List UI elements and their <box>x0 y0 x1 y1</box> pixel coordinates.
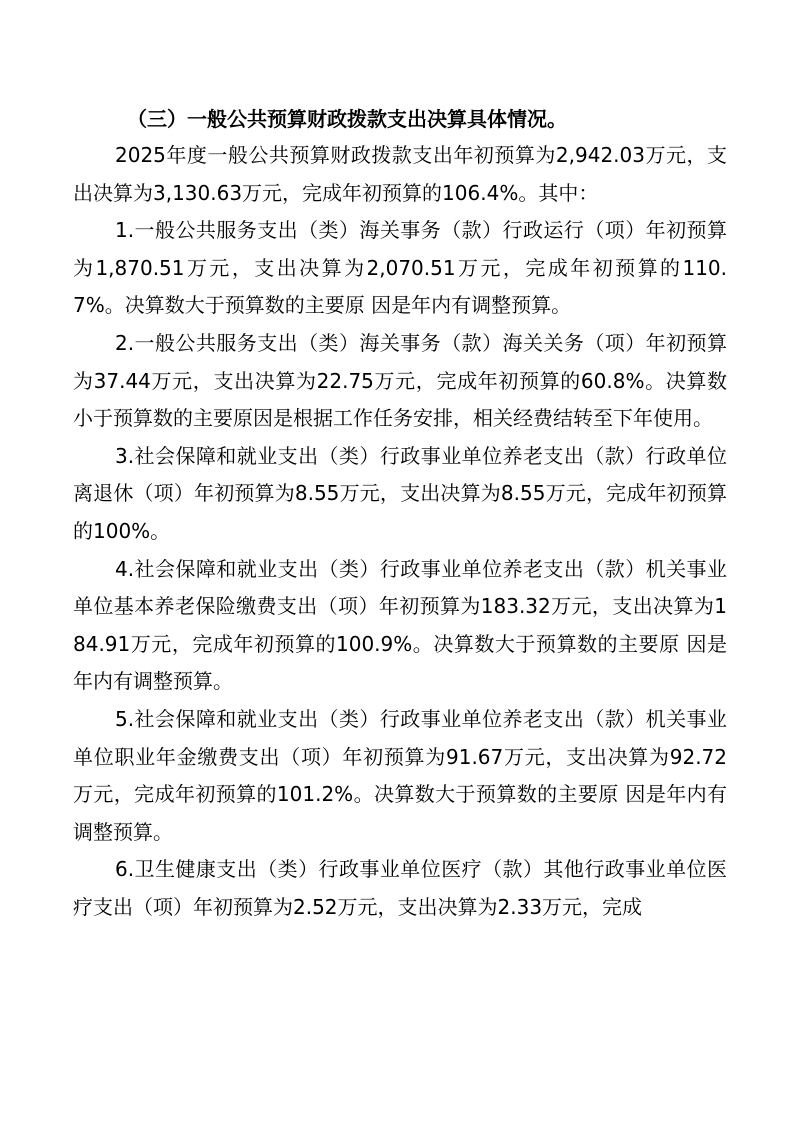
section-heading: （三）一般公共预算财政拨款支出决算具体情况。 <box>127 107 567 131</box>
paragraph-item-1: 1.一般公共服务支出（类）海关事务（款）行政运行（项）年初预算为1,870.51万元，支出决算为2,070.51万元，完成年初预算的110.7%。决算数大于预算数的主要原 因是年内有调整预算。 <box>73 218 727 318</box>
paragraph-item-4: 4.社会保障和就业支出（类）行政事业单位养老支出（款）机关事业单位基本养老保险缴费支出（项）年初预算为183.32万元，支出决算为184.91万元，完成年初预算的100.9%。决算数大于预算数的主要原 因是年内有调整预算。 <box>73 556 727 694</box>
paragraph-item-2: 2.一般公共服务支出（类）海关事务（款）海关关务（项）年初预算为37.44万元，支出决算为22.75万元，完成年初预算的60.8%。决算数小于预算数的主要原因是根据工作任务安排，相关经费结转至下年使用。 <box>73 330 727 431</box>
paragraph-item-6: 6.卫生健康支出（类）行政事业单位医疗（款）其他行政事业单位医疗支出（项）年初预算为2.52万元，支出决算为2.33万元，完成 <box>73 857 727 919</box>
document-body <box>73 101 727 926</box>
paragraph-item-5: 5.社会保障和就业支出（类）行政事业单位养老支出（款）机关事业单位职业年金缴费支出（项）年初预算为91.67万元，支出决算为92.72万元，完成年初预算的101.2%。决算数大于预算数的主要原 因是年内有调整预算。 <box>73 706 727 844</box>
paragraph-item-3: 3.社会保障和就业支出（类）行政事业单位养老支出（款）行政单位离退休（项）年初预算为8.55万元，支出决算为8.55万元，完成年初预算的100%。 <box>73 443 727 543</box>
paragraph-summary: 2025年度一般公共预算财政拨款支出年初预算为2,942.03万元，支出决算为3,130.63万元，完成年初预算的106.4%。其中： <box>73 143 727 205</box>
